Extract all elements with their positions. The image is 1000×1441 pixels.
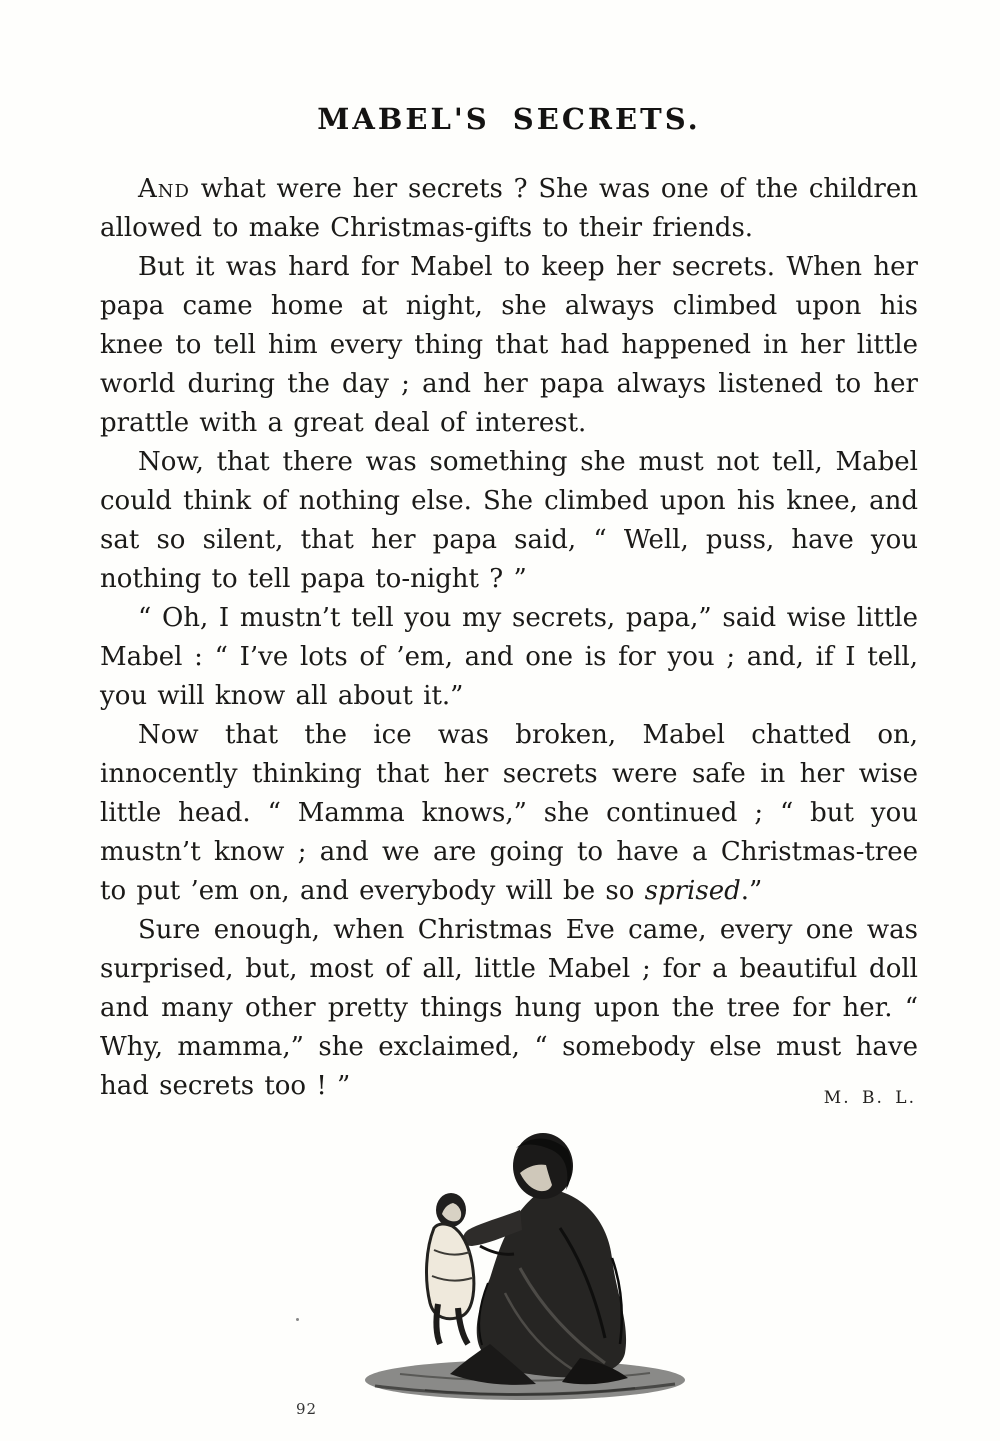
author-initials: M. B. L. xyxy=(823,1088,916,1108)
page-number: 92 xyxy=(296,1400,318,1418)
print-speck xyxy=(296,1318,299,1321)
paragraph-5-pre: Now that the ice was broken, Mabel chatted on, innocently thinking that her secrets were safe in her wise little head. “ Mamma knows,” she continued ; “ but you mustn’t know ; and we are going to have a Christmas-tree to put ’em on, and everybody will be so xyxy=(100,720,918,906)
paragraph-5-post: .” xyxy=(740,876,763,906)
paragraph-4: “ Oh, I mustn’t tell you my secrets, papa,” said wise little Mabel : “ I’ve lots of ’em, and one is for you ; and, if I tell, you will know all about it.” xyxy=(100,603,918,711)
page-title: MABEL'S SECRETS. xyxy=(317,102,701,136)
paragraph-1 xyxy=(100,170,918,248)
lead-word-smallcaps: And xyxy=(138,174,190,204)
page-content xyxy=(100,102,918,1106)
paragraph-3: Now, that there was something she must not tell, Mabel could think of nothing else. She climbed upon his knee, and sat so silent, that her papa said, “ Well, puss, have you nothing to tell papa to-night ? ” xyxy=(100,447,918,594)
paragraph-6: Sure enough, when Christmas Eve came, every one was surprised, but, most of all, little Mabel ; for a beautiful doll and many other pretty things hung upon the tree for her. “ Why, mamma,” she exclaimed, “ somebody else must have had secrets too ! ” xyxy=(100,915,918,1101)
paragraph-1-text: what were her secrets ? She was one of the children allowed to make Christmas-gifts to their friends. xyxy=(100,174,918,243)
paragraph-5 xyxy=(100,716,918,911)
illustration-girl-with-doll xyxy=(330,1118,720,1408)
paragraph-5-italic-word: sprised xyxy=(644,876,741,906)
story-text xyxy=(100,170,918,1106)
paragraph-2: But it was hard for Mabel to keep her secrets. When her papa came home at night, she always climbed upon his knee to tell him every thing that had happened in her little world during the day ; and her papa always listened to her prattle with a great deal of interest. xyxy=(100,252,918,438)
girl-with-doll-engraving-icon xyxy=(330,1118,720,1408)
last-paragraph-block xyxy=(100,911,918,1106)
